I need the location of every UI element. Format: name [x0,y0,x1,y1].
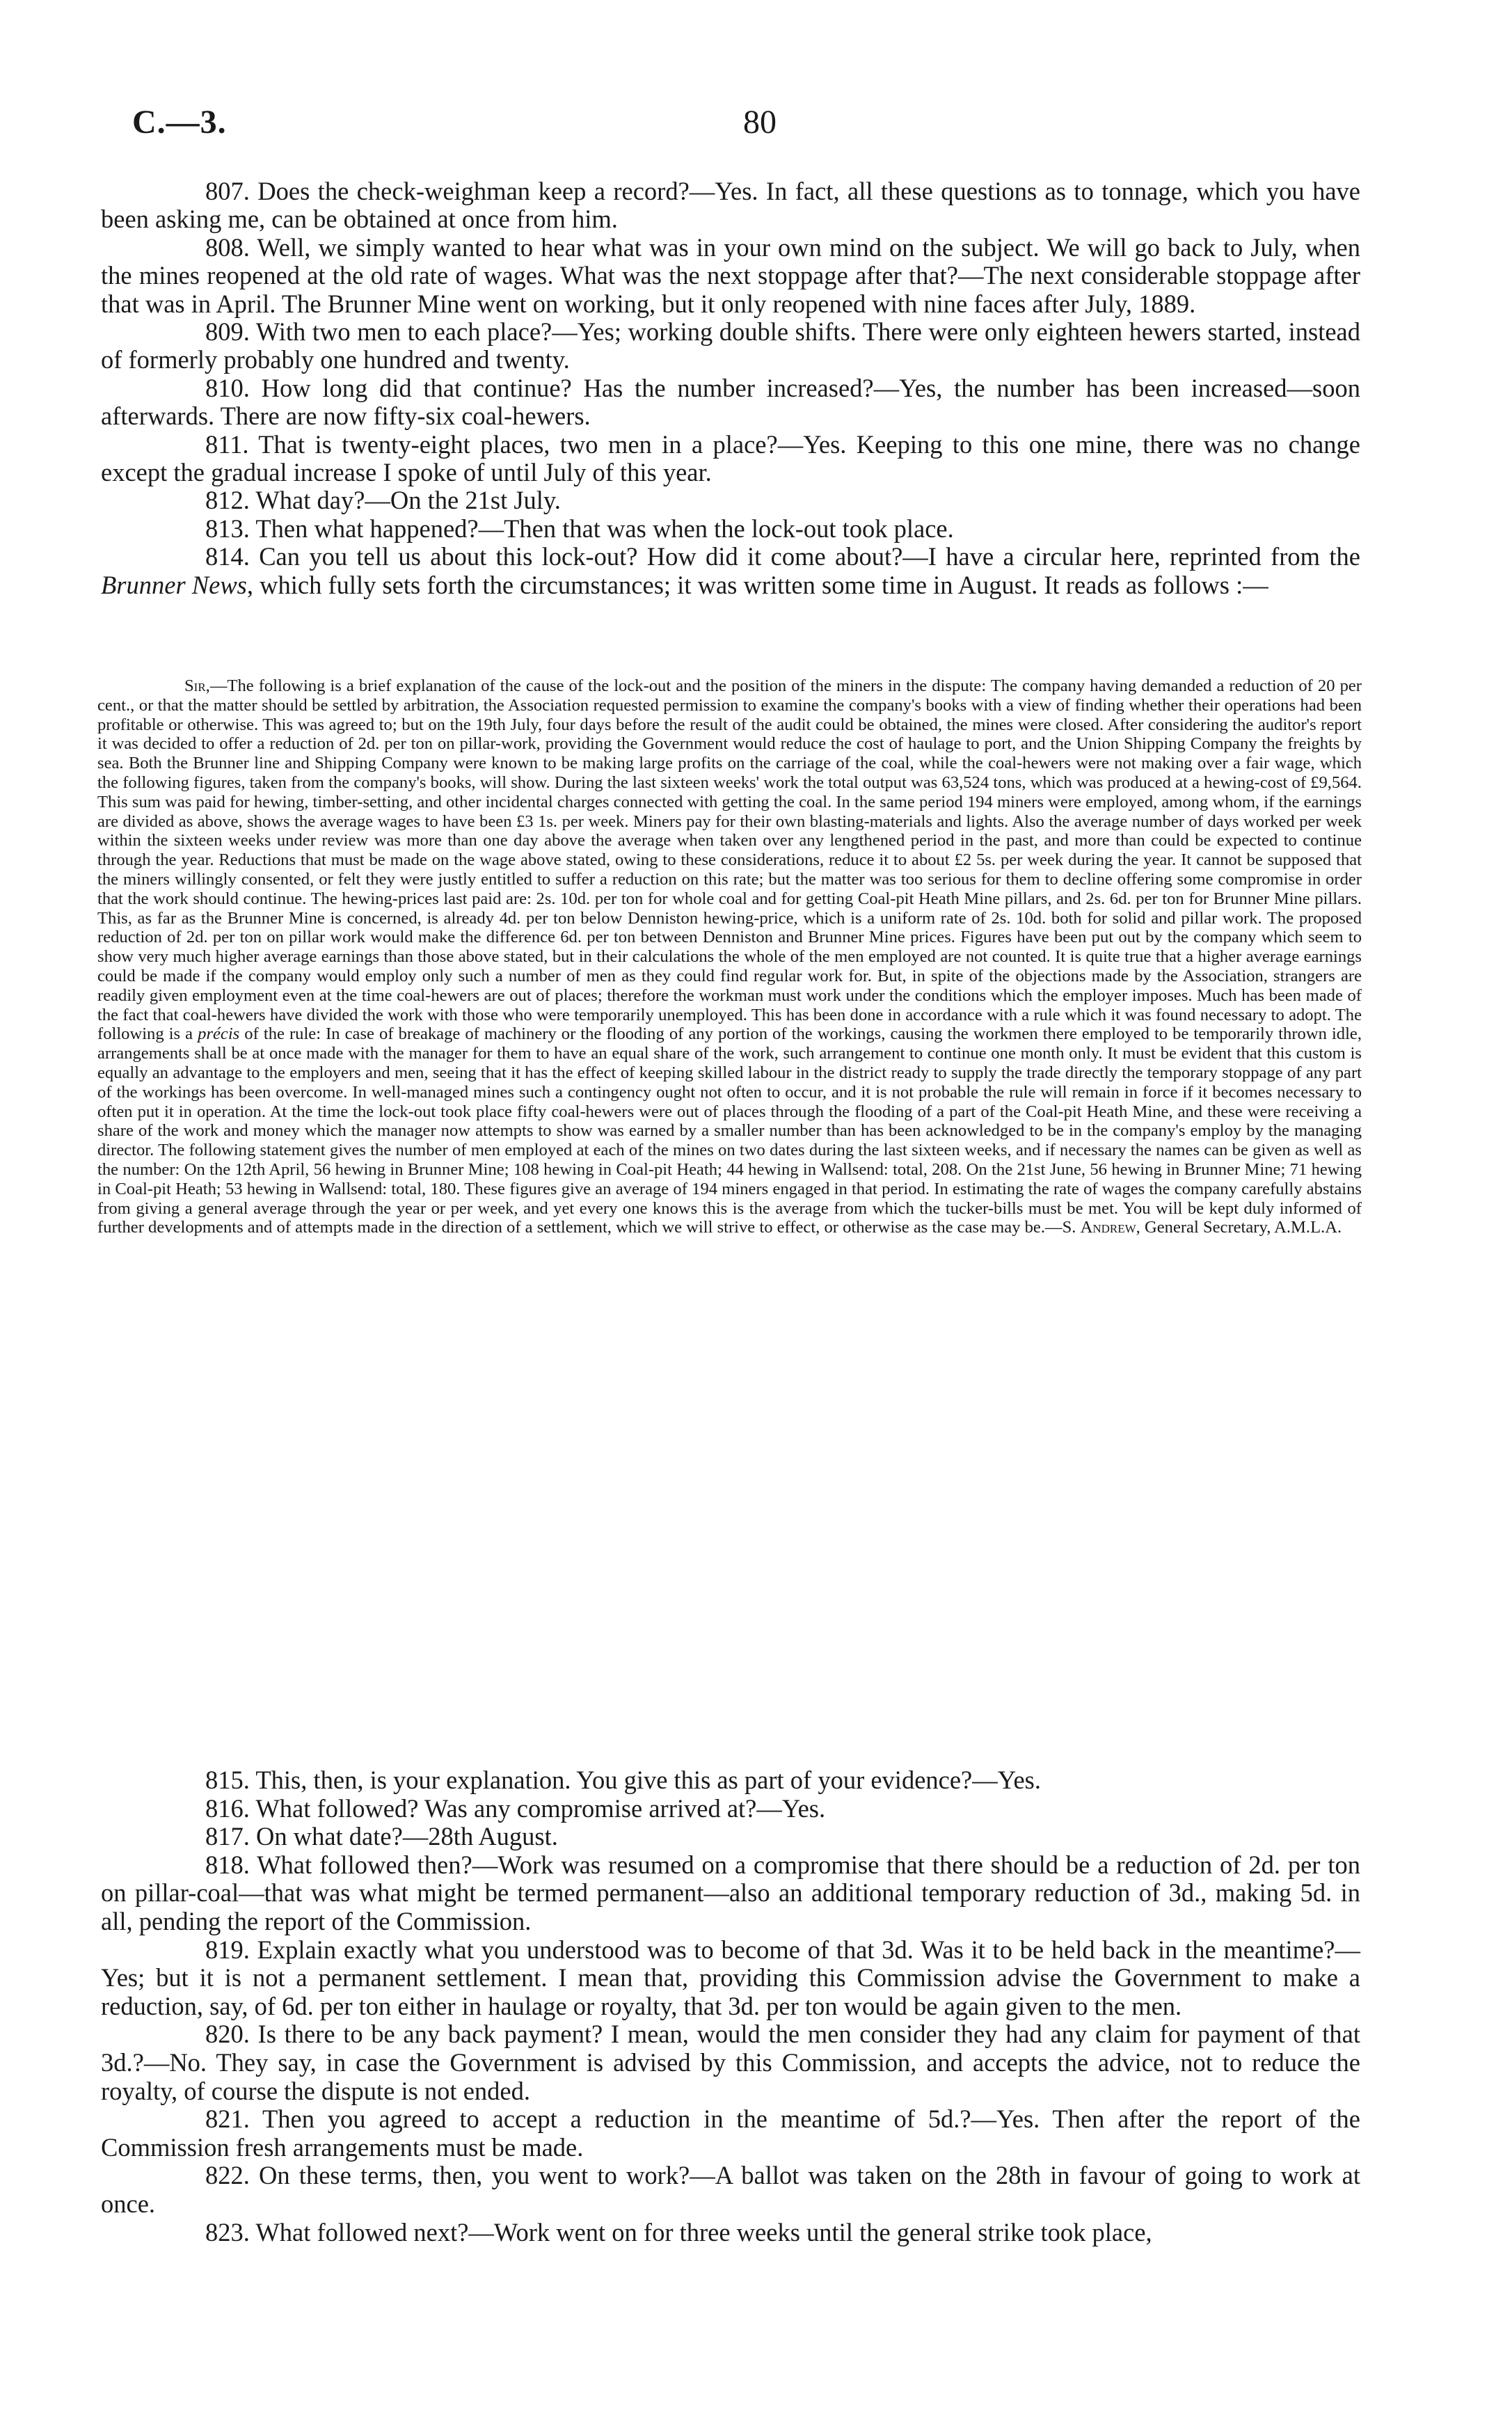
document-reference: C.—3. [132,104,227,141]
letter-body-part2: of the rule: In case of breakage of machinery or the flooding of any portion of the workings, causing the workmen there employed to be temporarily thrown idle, arrangements shall be at once made with the manager for them to have an equal share of the work, such arrangement to continue one month only. It must be evident that this custom is equally an advantage to the employers and men, seeing that it has the effect of keeping skilled labour in the district ready to supply the trade directly the temporary stoppage of any part of the workings has been overcome. In well-managed mines such a contingency ought not often to occur, and it is not probable the rule will remain in force if it becomes necessary to often put it in operation. At the time the lock-out took place fifty coal-hewers were out of places through the flooding of a part of the Coal-pit Heath Mine, and these were receiving a share of the work and money which the manager now attempts to show was earned by a smaller number than has been acknowledged to be in the company's employ by the managing director. The following statement gives the number of men employed at each of the mines on two dates during the last sixteen weeks, and if necessary the names can be given as well as the number: On the 12th April, 56 hewing in Brunner Mine; 108 hewing in Coal-pit Heath; 44 hewing in Wallsend: total, 208. On the 21st June, 56 hewing in Brunner Mine; 71 hewing in Coal-pit Heath; 53 hewing in Wallsend: total, 180. These figures give an average of 194 miners engaged in that period. In estimating the rate of wages the company carefully abstains from giving a general average through the year or per week, and yet every one knows this is the average from which the tucker-bills must be met. You will be kept duly informed of further developments and of attempts made in the direction of a settlement, which we will strive to effect, or otherwise as the case may be.—S. [97,1024,1362,1237]
letter-signature-title: , General Secretary, A.M.L.A. [1136,1218,1342,1237]
question-819: 819. Explain exactly what you understood was to become of that 3d. Was it to be held back in the meantime?—Yes; but it is not a permanent settlement. I mean that, providing this Commission advise the Government to make a reduction, say, of 6d. per ton either in haulage or royalty, that 3d. per ton would be again given to the men. [101,1935,1360,2020]
question-815: 815. This, then, is your explanation. You give this as part of your evidence?—Yes. [205,1766,1041,1794]
question-810: 810. How long did that continue? Has the number increased?—Yes, the number has been increased—soon afterwards. There are now fifty-six coal-hewers. [101,373,1360,431]
page-number: 80 [743,104,777,141]
question-809: 809. With two men to each place?—Yes; working double shifts. There were only eighteen hewers started, instead of formerly probably one hundred and twenty. [101,317,1360,374]
question-816: 816. What followed? Was any compromise arrived at?—Yes. [205,1793,826,1823]
question-817: 817. On what date?—28th August. [205,1822,558,1851]
question-814 [101,543,1360,599]
q814-text-before: 814. Can you tell us about this lock-out? How did it come about?—I have a circular here, reprinted from the [205,542,1360,571]
letter-precis-word: précis [198,1024,240,1044]
question-807: 807. Does the check-weighman keep a record?—Yes. In fact, all these questions as to tonnage, which you have been asking me, can be obtained at once from him. [101,177,1360,234]
question-818: 818. What followed then?—Work was resumed on a compromise that there should be a reduction of 2d. per ton on pillar-coal—that was what might be termed permanent—also an additional temporary reduction of 3d., making 5d. in all, pending the report of the Commission. [101,1850,1360,1935]
letter-signature-name: Andrew [1080,1218,1136,1237]
question-812: 812. What day?—On the 21st July. [205,486,561,515]
q814-text-after: , which fully sets forth the circumstances; it was written some time in August. It reads as follows :— [246,570,1268,599]
question-811: 811. That is twenty-eight places, two men in a place?—Yes. Keeping to this one mine, there was no change except the gradual increase I spoke of until July of this year. [101,429,1360,487]
question-813: 813. Then what happened?—Then that was when the lock-out took place. [205,514,954,543]
question-821: 821. Then you agreed to accept a reduction in the meantime of 5d.?—Yes. Then after the report of the Commission fresh arrangements must be made. [101,2105,1360,2162]
question-822: 822. On these terms, then, you went to work?—A ballot was taken on the 28th in favour of going to work at once. [101,2161,1360,2218]
letter-body-part1: —The following is a brief explanation of the cause of the lock-out and the position of the miners in the dispute: The company having demanded a reduction of 20 per cent., or that the matter should be settled by arbitration, the Association requested permission to examine the company's books with a view of finding whether their operations had been profitable or otherwise. This was agreed to; but on the 19th July, four days before the result of the audit could be obtained, the mines were closed. After considering the auditor's report it was decided to offer a reduction of 2d. per ton on pillar-work, providing the Government would reduce the cost of haulage to port, and the Union Shipping Company the freights by sea. Both the Brunner line and Shipping Company were known to be making large profits on the carriage of the coal, while the coal-hewers were not making over a fair wage, which the following figures, taken from the company's books, will show. During the last sixteen weeks' work the total output was 63,524 tons, which was produced at a hewing-cost of £9,564. This sum was paid for hewing, timber-setting, and other incidental charges connected with getting the coal. In the same period 194 miners were employed, among whom, if the earnings are divided as above, shows the average wages to have been £3 1s. per week. Miners pay for their own blasting-materials and lights. Also the average number of days worked per week within the sixteen weeks under review was more than one day above the average when taken over any lengthened period in the past, and more than could be expected to continue through the year. Reductions that must be made on the wage above stated, owing to these considerations, reduce it to about £2 5s. per week during the year. It cannot be supposed that the miners willingly consented, or felt they were justly entitled to suffer a reduction on this rate; but the matter was too serious for them to decline offering some compromise in order that the work should continue. The hewing-prices last paid are: 2s. 10d. per ton for whole coal and for getting Coal-pit Heath Mine pillars, and 2s. 6d. per ton for Brunner Mine pillars. This, as far as the Brunner Mine is concerned, is already 4d. per ton below Denniston hewing-price, which is a uniform rate of 2s. 10d. both for solid and pillar work. The proposed reduction of 2d. per ton on pillar work would make the difference 6d. per ton between Denniston and Brunner Mine prices. Figures have been put out by the company which seem to show very much higher average earnings than those above stated, but in their calculations the whole of the men employed are not counted. It is quite true that a higher average earnings could be made if the company would employ only such a number of men as they could find regular work for. But, in spite of the objections made by the Association, strangers are readily given employment even at the time coal-hewers are out of places; therefore the workman must work under the conditions which the employer imposes. Much has been made of the fact that coal-hewers have divided the work with those who were temporarily unemployed. This has been done in accordance with a rule which it was found necessary to adopt. The following is a [97,676,1362,1044]
evidence-lower [101,1766,1360,2246]
letter-salutation: Sir, [184,676,210,695]
question-820: 820. Is there to be any back payment? I mean, would the men consider they had any claim for payment of that 3d.?—No. They say, in case the Government is advised by this Commission, and accepts the advice, not to reduce the royalty, of course the dispute is not ended. [101,2020,1360,2105]
question-808: 808. Well, we simply wanted to hear what was in your own mind on the subject. We will go back to July, when the mines reopened at the old rate of wages. What was the next stoppage after that?—The next considerable stoppage after that was in April. The Brunner Mine went on working, but it only reopened with nine faces after July, 1889. [101,232,1360,318]
circular-letter [97,676,1362,1237]
question-823: 823. What followed next?—Work went on for three weeks until the general strike took place, [205,2217,1152,2246]
evidence-upper [101,177,1360,599]
page-header [97,96,1364,152]
newspaper-title: Brunner News [101,570,247,599]
